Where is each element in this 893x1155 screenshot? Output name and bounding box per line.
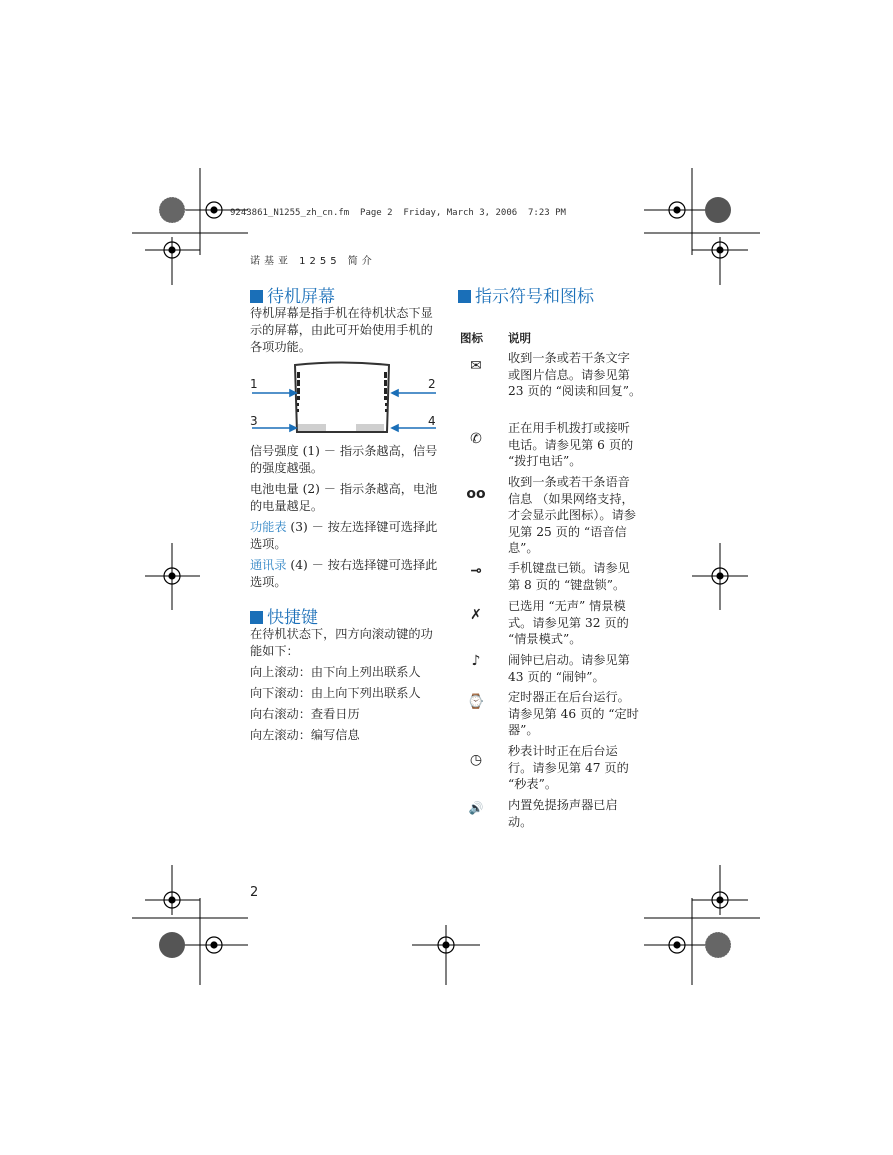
envelope-icon: ✉	[470, 358, 482, 374]
speaker-icon: 🔊	[468, 801, 484, 815]
callout-3: 3	[250, 414, 258, 428]
silent-icon: ✗	[470, 607, 482, 623]
indicator-description: 已选用 “无声” 情景模式。请参见第 32 页的 “情景模式”。	[508, 599, 629, 646]
indicator-description: 收到一条或若干条文字或图片信息。请参见第 23 页的 “阅读和回复”。	[508, 351, 642, 398]
standby-intro: 待机屏幕是指手机在待机状态下显示的屏幕，由此可开始使用手机的各项功能。	[250, 306, 433, 354]
col-header-description: 说明	[508, 331, 531, 345]
indicator-description: 收到一条或若干条语音信息 （如果网络支持，才会显示此图标）。请参见第 25 页的 “语音信息”。	[508, 475, 636, 555]
shortcuts-heading: 快捷键	[250, 603, 318, 628]
shortcuts-list	[250, 626, 440, 748]
callout-4: 4	[428, 414, 436, 428]
indicator-description: 定时器正在后台运行。请参见第 46 页的 “定时器”。	[508, 690, 639, 737]
shortcut-item: 向下滚动：由上向下列出联系人	[250, 686, 421, 700]
indicator-description: 正在用手机拨打或接听电话。请参见第 6 页的 “拨打电话”。	[508, 421, 634, 468]
stopwatch-icon: ◷	[469, 752, 483, 768]
callout-1: 1	[250, 377, 258, 391]
heading-square-icon	[458, 290, 471, 303]
keylock-icon: ⊸	[470, 563, 482, 579]
menu-link[interactable]: 功能表	[250, 520, 287, 534]
shortcut-item: 向上滚动：由下向上列出联系人	[250, 665, 421, 679]
heading-square-icon	[250, 611, 263, 624]
standby-descriptions	[250, 443, 438, 595]
call-icon: ✆	[470, 431, 482, 447]
standby-screen-diagram	[250, 360, 440, 440]
timer-icon: ⌚	[467, 694, 485, 710]
running-head: 诺基亚 1255 简介	[250, 256, 376, 267]
indicator-description: 闹钟已启动。请参见第 43 页的 “闹钟”。	[508, 653, 630, 684]
shortcut-item: 向左滚动：编写信息	[250, 728, 360, 742]
menu-description: 功能表 (3) － 按左选择键可选择此选项。	[250, 520, 438, 551]
shortcut-item: 向右滚动：查看日历	[250, 707, 360, 721]
contacts-link[interactable]: 通讯录	[250, 558, 287, 572]
contacts-description: 通讯录 (4) － 按右选择键可选择此选项。	[250, 558, 438, 589]
voicemail-icon: oo	[466, 486, 486, 502]
indicator-description: 秒表计时正在后台运行。请参见第 47 页的 “秒表”。	[508, 744, 629, 791]
battery-description: 电池电量 (2) － 指示条越高，电池的电量越足。	[250, 482, 438, 513]
indicator-description: 内置免提扬声器已启动。	[508, 798, 618, 829]
indicators-heading: 指示符号和图标	[458, 282, 594, 307]
col-header-icon: 图标	[460, 331, 483, 345]
standby-heading: 待机屏幕	[250, 282, 335, 307]
file-info-line: 9243861_N1255_zh_cn.fm Page 2 Friday, March 3, 2006 7:23 PM	[230, 208, 566, 218]
signal-description: 信号强度 (1) － 指示条越高，信号的强度越强。	[250, 444, 438, 475]
shortcuts-intro: 在待机状态下，四方向滚动键的功能如下：	[250, 627, 433, 658]
heading-square-icon	[250, 290, 263, 303]
callout-2: 2	[428, 377, 436, 391]
indicator-description: 手机键盘已锁。请参见第 8 页的 “键盘锁”。	[508, 561, 630, 592]
page-number: 2	[250, 885, 259, 900]
alarm-icon: ♪	[471, 653, 481, 669]
